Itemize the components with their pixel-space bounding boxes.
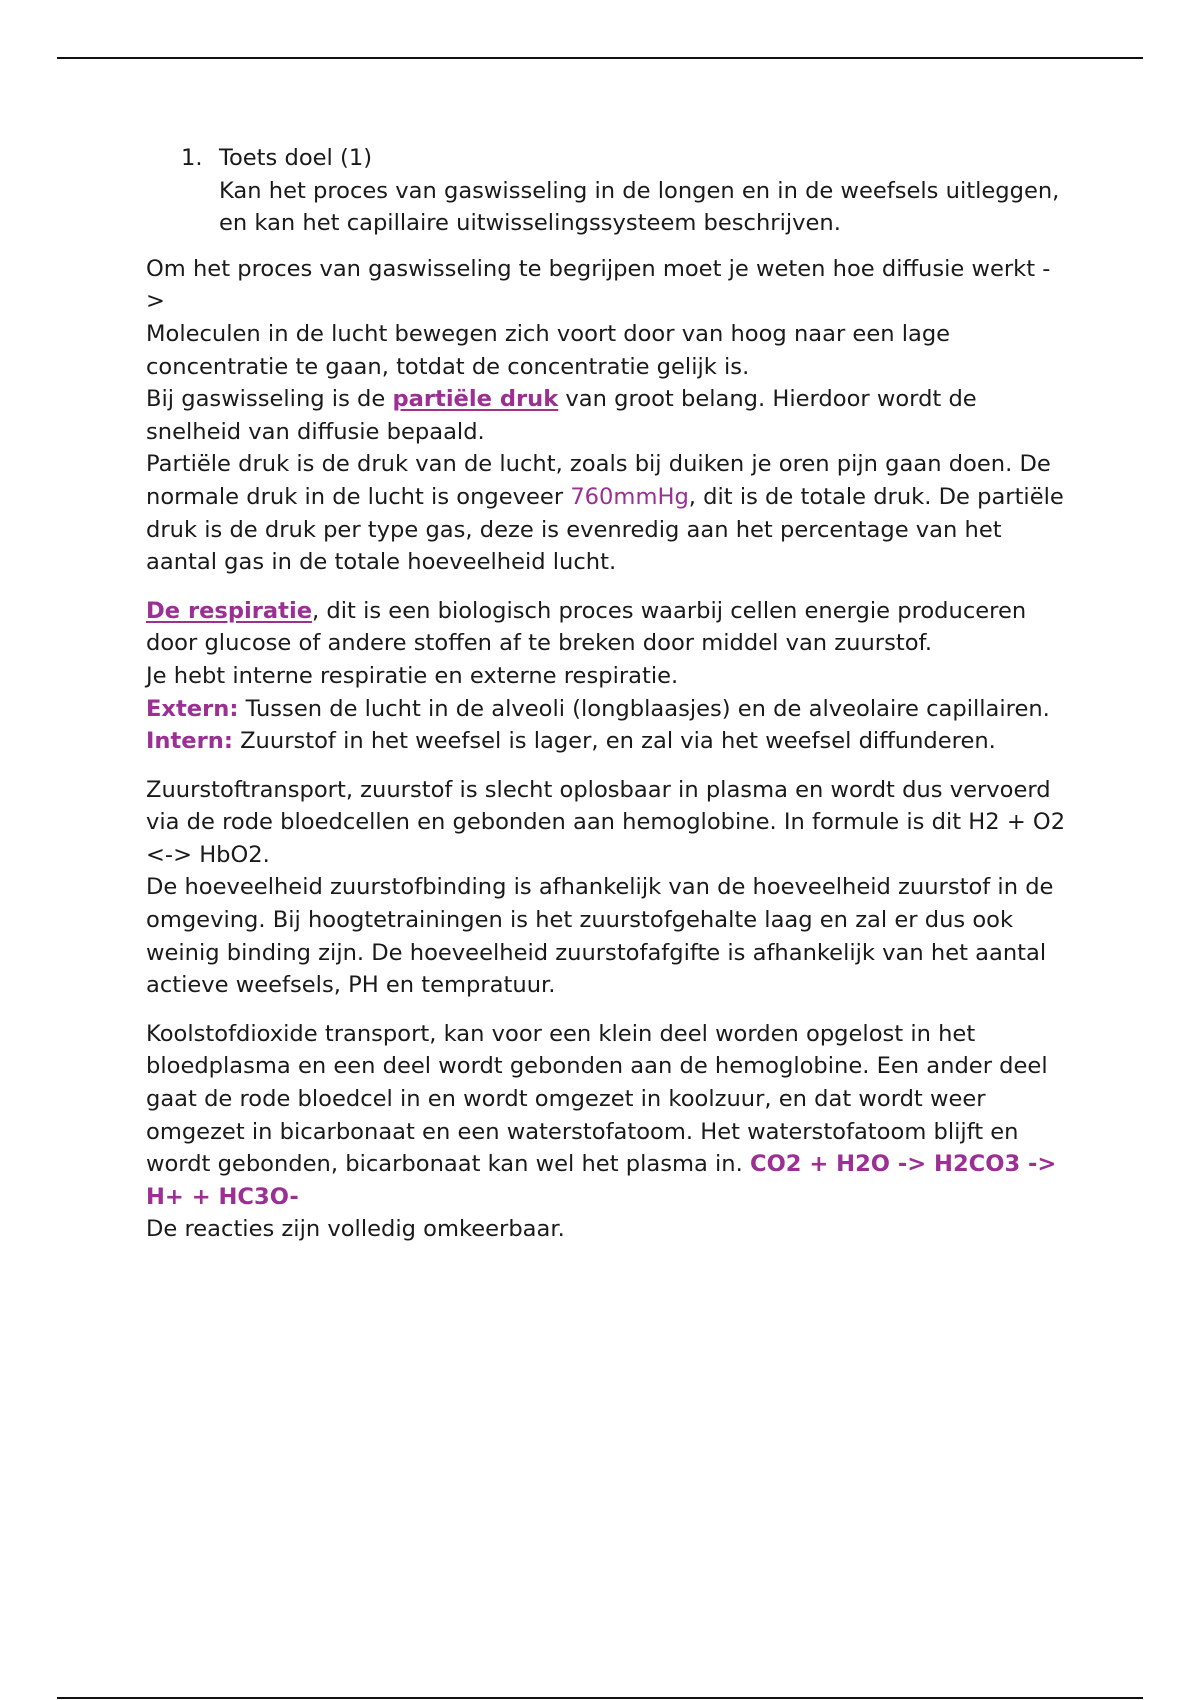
partial-pressure-definition: [146, 448, 1066, 578]
reversible-text: De reacties zijn volledig omkeerbaar.: [146, 1216, 565, 1243]
goal-title: Toets doel (1): [219, 145, 373, 171]
diffusion-section: [146, 253, 1066, 579]
co2-transport-line: [146, 1018, 1066, 1214]
footer-rule: [57, 1697, 1143, 1699]
pp-after: van groot belang. Hierdoor wordt de snelheid van diffusie bepaald.: [146, 386, 977, 445]
respiration-definition: [146, 595, 1066, 660]
respiration-types: Je hebt interne respiratie en externe respiratie.: [146, 662, 679, 689]
extern-line: [146, 693, 1066, 726]
oxygen-section: [146, 774, 1066, 1002]
goal-body: [219, 142, 1066, 240]
def-after: , dit is de totale druk. De partiële druk is de druk per type gas, deze is evenredig aan het percentage van het aantal gas in de totale hoeveelheid lucht.: [146, 483, 1064, 576]
goal-number: 1.: [181, 145, 203, 171]
header-rule: [57, 57, 1143, 59]
intern-label: Intern:: [146, 728, 233, 755]
def-before: Partiële druk is de druk van de lucht, zoals bij duiken je oren pijn gaan doen. De normale druk in de lucht is ongeveer: [146, 451, 1051, 510]
respiration-section: [146, 595, 1066, 758]
extern-label: Extern:: [146, 695, 239, 722]
co2-formula: CO2 + H2O -> H2CO3 -> H+ + HC3O-: [146, 1151, 1057, 1210]
pp-before: Bij gaswisseling is de: [146, 386, 393, 413]
respiration-term: De respiratie: [146, 597, 313, 624]
intern-text: Zuurstof in het weefsel is lager, en zal via het weefsel diffunderen.: [232, 728, 996, 755]
partial-pressure-line: [146, 383, 1066, 448]
respiration-def: , dit is een biologisch proces waarbij cellen energie produceren door glucose of andere stoffen af te breken door middel van zuurstof.: [146, 597, 1027, 657]
normal-pressure-value: 760mmHg: [570, 483, 689, 510]
extern-text: Tussen de lucht in de alveoli (longblaasjes) en de alveolaire capillairen.: [238, 695, 1050, 722]
oxygen-binding: De hoeveelheid zuurstofbinding is afhankelijk van de hoeveelheid zuurstof in de omgeving. Bij hoogtetrainingen is het zuurstofgehalte laag en zal er dus ook weinig binding zijn. De hoeveelheid zuurstofafgifte is afhankelijk van het aantal actieve weefsels, PH en tempratuur.: [146, 874, 1054, 999]
molecules-text: Moleculen in de lucht bewegen zich voort door van hoog naar een lage concentratie te gaan, totdat de concentratie gelijk is.: [146, 320, 951, 380]
oxygen-transport: Zuurstoftransport, zuurstof is slecht oplosbaar in plasma en wordt dus vervoerd via de rode bloedcellen en gebonden aan hemoglobine. In formule is dit H2 + O2 <-> HbO2.: [146, 776, 1066, 868]
test-goal-item: [181, 142, 1066, 240]
intern-line: [146, 725, 1066, 758]
co2-section: [146, 1018, 1066, 1246]
goal-text: Kan het proces van gaswisseling in de longen en in de weefsels uitleggen, en kan het capillaire uitwisselingssysteem beschrijven.: [219, 177, 1060, 237]
document-body: [146, 142, 1066, 1262]
partial-pressure-term: partiële druk: [392, 386, 559, 413]
diffusion-intro: Om het proces van gaswisseling te begrijpen moet je weten hoe diffusie werkt ->: [146, 255, 1051, 315]
co2-transport: Koolstofdioxide transport, kan voor een klein deel worden opgelost in het bloedplasma en een deel wordt gebonden aan de hemoglobine. Een ander deel gaat de rode bloedcel in en wordt omgezet in koolzuur, en dat wordt weer omgezet in bicarbonaat en een waterstofatoom. Het waterstofatoom blijft en wordt gebonden, bicarbonaat kan wel het plasma in.: [146, 1020, 1048, 1178]
